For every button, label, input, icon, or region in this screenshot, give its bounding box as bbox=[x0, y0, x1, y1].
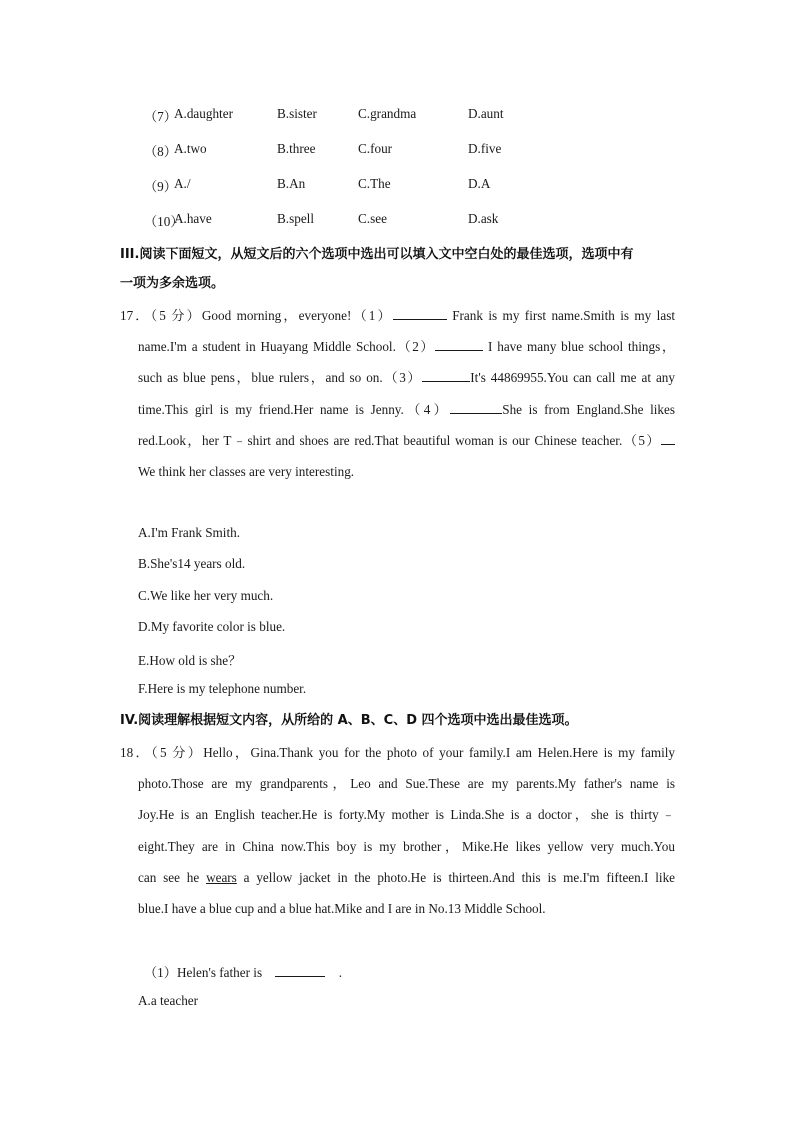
option-c: C.The bbox=[358, 176, 391, 191]
underlined-word: wears bbox=[206, 869, 237, 885]
passage-text: such as blue pens，blue rulers，and so on.（3） bbox=[138, 370, 423, 386]
choice-item: B.She's14 years old. bbox=[138, 556, 246, 571]
option-b: B.sister bbox=[277, 106, 317, 121]
passage-line: photo.Those are my grandparents，Leo and Sue.These are my parents.My father's name is bbox=[138, 776, 675, 792]
question-18-passage bbox=[120, 737, 675, 924]
section-heading-line: IV.阅读理解根据短文内容，从所给的 A、B、C、D 四个选项中选出最佳选项。 bbox=[120, 713, 578, 728]
section-heading bbox=[120, 240, 676, 298]
option-c: C.grandma bbox=[358, 106, 417, 121]
option-row bbox=[0, 141, 794, 159]
option-d: D.five bbox=[468, 141, 502, 156]
option-d: D.A bbox=[468, 176, 491, 191]
option-number: （9） bbox=[144, 179, 177, 194]
option-c: C.see bbox=[358, 211, 387, 226]
passage-line: Joy.He is an English teacher.He is forty.My mother is Linda.She is a doctor，she is thirty﹣ bbox=[138, 807, 675, 823]
choice-item: E.How old is she？ bbox=[138, 653, 242, 668]
answer-blank[interactable] bbox=[661, 432, 675, 445]
option-a: A.daughter bbox=[174, 106, 233, 121]
option-b: B.spell bbox=[277, 211, 314, 226]
option-b: B.three bbox=[277, 141, 316, 156]
passage-text: I have many blue school things， bbox=[487, 339, 676, 355]
passage-line: blue.I have a blue cup and a blue hat.Mike and I are in No.13 Middle School. bbox=[138, 901, 546, 917]
option-row bbox=[0, 211, 794, 229]
passage-text: Hello，Gina.Thank you for the photo of your family.I am Helen.Here is my family bbox=[203, 745, 676, 760]
passage-text: Good morning，everyone!（1） bbox=[201, 308, 393, 323]
question-score: （5 分） bbox=[151, 745, 204, 760]
passage-text: It's 44869955.You can call me at any bbox=[470, 370, 675, 386]
sub-question bbox=[144, 962, 342, 981]
passage-line bbox=[120, 737, 675, 768]
answer-blank[interactable] bbox=[393, 307, 447, 320]
answer-blank[interactable] bbox=[435, 338, 483, 351]
option-row bbox=[0, 176, 794, 194]
option-d: D.aunt bbox=[468, 106, 504, 121]
passage-text: Frank is my first name.Smith is my last bbox=[452, 308, 675, 323]
section-heading-line: 一项为多余选项。 bbox=[120, 276, 225, 291]
choice-item: A.a teacher bbox=[138, 993, 199, 1008]
option-c: C.four bbox=[358, 141, 393, 156]
section-heading-line: III.阅读下面短文，从短文后的六个选项中选出可以填入文中空白处的最佳选项，选项中有 bbox=[120, 247, 634, 262]
sub-question-end: . bbox=[338, 965, 342, 980]
passage-line bbox=[120, 331, 675, 362]
option-a: A.have bbox=[174, 211, 212, 226]
answer-blank[interactable] bbox=[422, 369, 470, 382]
passage-line bbox=[120, 862, 675, 893]
option-a: A./ bbox=[174, 176, 191, 191]
choice-item: C.We like her very much. bbox=[138, 588, 274, 603]
passage-text: can see he bbox=[138, 869, 200, 885]
passage-line bbox=[120, 425, 675, 456]
question-score: （5 分） bbox=[150, 308, 202, 323]
passage-text: a yellow jacket in the photo.He is thirteen.And this is me.I'm fifteen.I like bbox=[243, 869, 676, 885]
passage-text: name.I'm a student in Huayang Middle School.（2） bbox=[138, 339, 436, 355]
sub-question-prompt: （1）Helen's father is bbox=[144, 965, 263, 980]
choice-item: D.My favorite color is blue. bbox=[138, 619, 286, 634]
passage-text: time.This girl is my friend.Her name is Jenny.（4） bbox=[138, 401, 451, 417]
question-number: 18． bbox=[120, 745, 152, 760]
option-number: （7） bbox=[144, 109, 177, 124]
option-a: A.two bbox=[174, 141, 207, 156]
choice-item: A.I'm Frank Smith. bbox=[138, 525, 241, 540]
answer-blank[interactable] bbox=[275, 964, 325, 977]
passage-text: She is from England.She likes bbox=[502, 401, 675, 417]
question-number: 17． bbox=[120, 308, 151, 323]
section-heading bbox=[120, 706, 676, 735]
option-number: （8） bbox=[144, 144, 177, 159]
passage-text: We think her classes are very interesting. bbox=[138, 464, 355, 480]
passage-line bbox=[120, 394, 675, 425]
option-row bbox=[0, 106, 794, 124]
answer-blank[interactable] bbox=[450, 401, 502, 414]
passage-line bbox=[120, 456, 675, 487]
passage-text: red.Look，her T﹣shirt and shoes are red.That beautiful woman is our Chinese teacher.（5） bbox=[138, 432, 661, 448]
choice-item: F.Here is my telephone number. bbox=[138, 681, 307, 696]
option-d: D.ask bbox=[468, 211, 499, 226]
question-17-passage bbox=[120, 300, 675, 487]
passage-line: eight.They are in China now.This boy is my brother，Mike.He likes yellow very much.You bbox=[138, 838, 675, 854]
option-number: （10） bbox=[144, 214, 184, 229]
option-b: B.An bbox=[277, 176, 306, 191]
passage-line bbox=[120, 362, 675, 393]
passage-line bbox=[120, 300, 675, 331]
